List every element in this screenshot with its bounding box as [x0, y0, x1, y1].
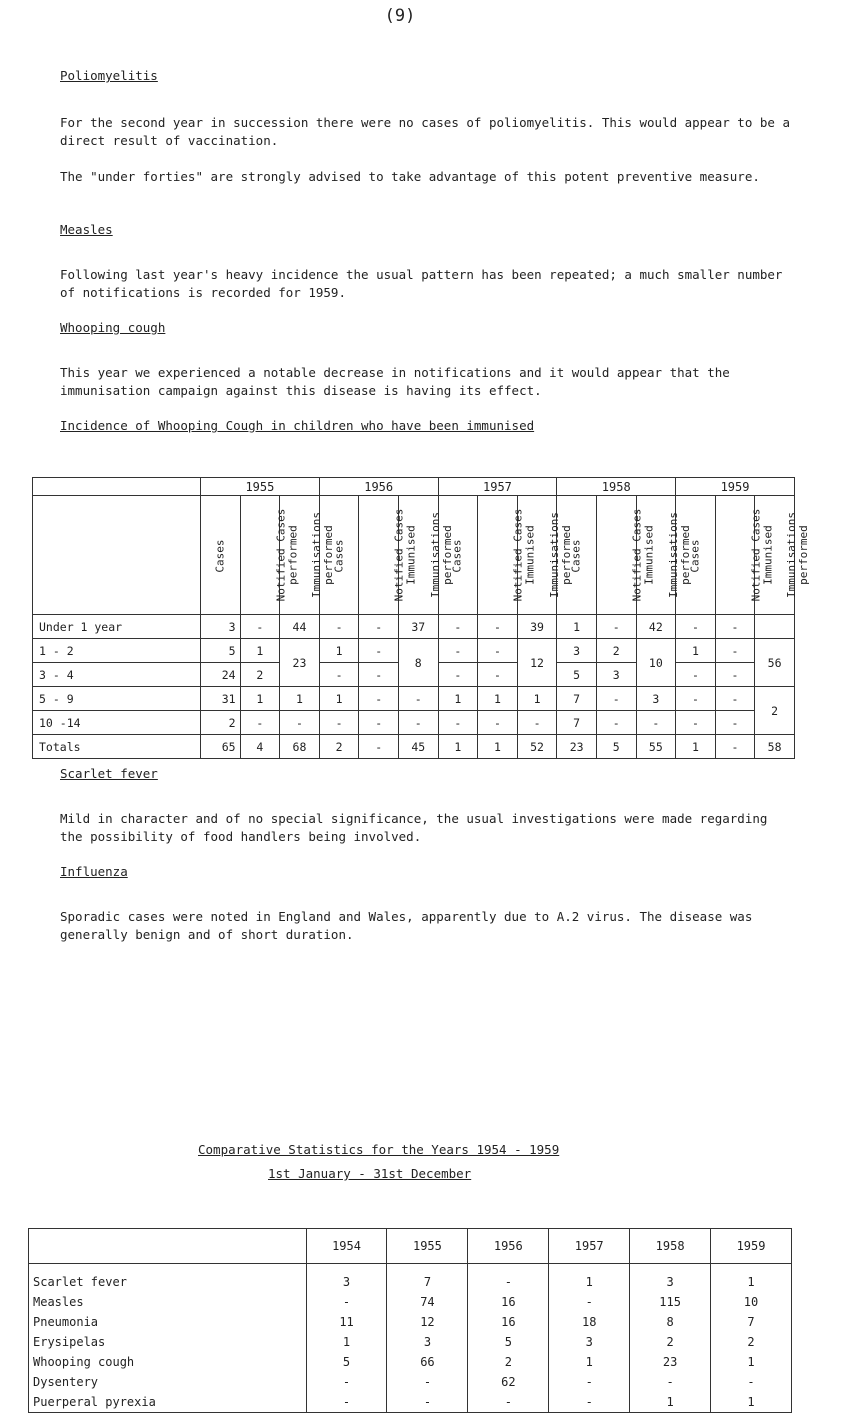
table-cell: 5	[306, 1352, 387, 1372]
year-header: 1959	[676, 478, 795, 496]
table-cell: -	[306, 1392, 387, 1413]
table-cell: 66	[387, 1352, 468, 1372]
table-cell: 62	[468, 1372, 549, 1392]
polio-paragraph-1: For the second year in succession there were no cases of poliomyelitis. This would appear to be a direct result of vaccination.	[60, 115, 790, 148]
table-cell: -	[359, 711, 399, 735]
table-cell: 11	[306, 1312, 387, 1332]
subheader-cases: Cases	[676, 496, 716, 615]
table-row	[33, 711, 795, 735]
corner-cell	[29, 1229, 307, 1264]
table-cell: -	[517, 711, 557, 735]
table-cell: -	[549, 1372, 630, 1392]
table-cell: -	[478, 639, 518, 663]
table-cell: -	[478, 615, 518, 639]
table-cell: 7	[387, 1264, 468, 1293]
table-cell: -	[359, 687, 399, 711]
measles-paragraph: Following last year's heavy incidence the usual pattern has been repeated; a much smaller number of notifications is recorded for 1959.	[60, 267, 783, 300]
year-header: 1955	[201, 478, 320, 496]
table-cell: -	[596, 687, 636, 711]
table-cell-merged: 12	[517, 639, 557, 687]
table-cell: 24	[201, 663, 241, 687]
table-cell: 2	[468, 1352, 549, 1372]
year-header: 1959	[711, 1229, 792, 1264]
table-cell: 31	[201, 687, 241, 711]
table-cell: 74	[387, 1292, 468, 1312]
table-cell: -	[549, 1292, 630, 1312]
row-label: Measles	[29, 1292, 307, 1312]
subheader-cases: Cases	[438, 496, 478, 615]
row-label: Dysentery	[29, 1372, 307, 1392]
table-cell: 65	[201, 735, 241, 759]
whooping-table-caption: Incidence of Whooping Cough in children who have been immunised	[60, 418, 535, 433]
table-cell: 42	[636, 615, 676, 639]
table-cell: 3	[557, 639, 597, 663]
whooping-paragraph: This year we experienced a notable decrease in notifications and it would appear that the immunisation campaign against this disease is having its effect.	[60, 365, 730, 398]
heading-poliomyelitis: Poliomyelitis	[60, 68, 158, 83]
table-cell: -	[676, 711, 716, 735]
subheader-row	[33, 496, 795, 615]
table-cell: 1	[676, 735, 716, 759]
table-cell: -	[359, 663, 399, 687]
table-cell: 1	[319, 687, 359, 711]
scarlet-paragraph: Mild in character and of no special significance, the usual investigations were made regarding the possibility of food handlers being involved.	[60, 811, 768, 844]
table-cell: -	[715, 663, 755, 687]
row-label: Puerperal pyrexia	[29, 1392, 307, 1413]
subheader-immunisations: Immunisations performed	[636, 496, 676, 615]
table-cell: -	[438, 615, 478, 639]
table-cell: -	[306, 1372, 387, 1392]
table-cell: -	[715, 615, 755, 639]
heading-whooping-cough: Whooping cough	[60, 320, 166, 335]
year-header: 1956	[319, 478, 438, 496]
table-cell: 4	[240, 735, 280, 759]
table-cell: 52	[517, 735, 557, 759]
table-cell: 1	[438, 687, 478, 711]
table-cell-merged: 56	[755, 639, 795, 687]
year-header-row	[33, 478, 795, 496]
table-cell: -	[240, 711, 280, 735]
table-cell: -	[478, 711, 518, 735]
row-label: 1 - 2	[33, 639, 201, 663]
table-cell: -	[715, 639, 755, 663]
table-cell: -	[319, 615, 359, 639]
table-cell: -	[438, 663, 478, 687]
table-cell: 16	[468, 1312, 549, 1332]
subheader-cases: Cases	[319, 496, 359, 615]
table-cell: -	[715, 687, 755, 711]
table-cell-merged: 23	[280, 639, 320, 687]
table-cell: 44	[280, 615, 320, 639]
table-cell: -	[676, 687, 716, 711]
table-cell: 7	[711, 1312, 792, 1332]
table-cell: -	[630, 1372, 711, 1392]
subheader-cases: Cases	[201, 496, 241, 615]
table-cell: 5	[201, 639, 241, 663]
table-cell: 16	[468, 1292, 549, 1312]
table-cell: 7	[557, 711, 597, 735]
table-cell: 68	[280, 735, 320, 759]
table-cell-merged: 10	[636, 639, 676, 687]
page-number: (9)	[384, 6, 416, 26]
table-cell: 1	[438, 735, 478, 759]
subheader-cases: Cases	[557, 496, 597, 615]
heading-measles: Measles	[60, 222, 113, 237]
table-cell: -	[359, 735, 399, 759]
table-cell: 58	[755, 735, 795, 759]
row-label: Totals	[33, 735, 201, 759]
table-cell: -	[711, 1372, 792, 1392]
table-cell: -	[359, 615, 399, 639]
year-header-row	[29, 1229, 792, 1264]
table-cell: 2	[201, 711, 241, 735]
table-cell: 10	[711, 1292, 792, 1312]
table-cell: -	[596, 615, 636, 639]
table-row	[29, 1312, 792, 1332]
row-label: Under 1 year	[33, 615, 201, 639]
table-row	[29, 1292, 792, 1312]
table-cell: 1	[711, 1264, 792, 1293]
table-cell: 1	[240, 639, 280, 663]
row-label: Whooping cough	[29, 1352, 307, 1372]
table-row	[33, 615, 795, 639]
table-cell: -	[398, 711, 438, 735]
table-cell: 2	[240, 663, 280, 687]
table-cell: 3	[636, 687, 676, 711]
year-header: 1954	[306, 1229, 387, 1264]
table-cell: 1	[557, 615, 597, 639]
subheader-notified: Notified Cases Immunised	[596, 496, 636, 615]
table-cell: 1	[517, 687, 557, 711]
table-cell: 2	[319, 735, 359, 759]
row-label: 3 - 4	[33, 663, 201, 687]
corner-cell	[33, 496, 201, 615]
table-cell: -	[596, 711, 636, 735]
heading-scarlet-fever: Scarlet fever	[60, 766, 158, 781]
table-cell: -	[676, 663, 716, 687]
subheader-immunisations: Immunisations performed	[755, 496, 795, 615]
table-cell: -	[676, 615, 716, 639]
table-cell: -	[468, 1392, 549, 1413]
table-cell: -	[387, 1372, 468, 1392]
table-cell: 1	[676, 639, 716, 663]
table-cell: 37	[398, 615, 438, 639]
table-cell: -	[478, 663, 518, 687]
table-cell: 12	[387, 1312, 468, 1332]
table-cell: 39	[517, 615, 557, 639]
year-header: 1955	[387, 1229, 468, 1264]
table-cell: 3	[306, 1264, 387, 1293]
year-header: 1958	[630, 1229, 711, 1264]
table-row	[29, 1392, 792, 1413]
table-cell: 2	[630, 1332, 711, 1352]
table-cell-merged: 2	[755, 687, 795, 735]
table-cell: 2	[596, 639, 636, 663]
table-cell: 5	[596, 735, 636, 759]
table-cell: -	[636, 711, 676, 735]
subheader-notified: Notified Cases Immunised	[359, 496, 399, 615]
comparative-statistics-table	[28, 1228, 792, 1413]
table-cell: 3	[387, 1332, 468, 1352]
table-cell: -	[387, 1392, 468, 1413]
table-cell: 1	[478, 687, 518, 711]
table-cell: -	[438, 639, 478, 663]
polio-paragraph-2: The "under forties" are strongly advised to take advantage of this potent preventive measure.	[60, 169, 760, 184]
table-cell: 3	[549, 1332, 630, 1352]
table-cell: 1	[711, 1352, 792, 1372]
table-cell: 3	[630, 1264, 711, 1293]
table-cell: 5	[468, 1332, 549, 1352]
table-row	[29, 1352, 792, 1372]
year-header: 1957	[438, 478, 557, 496]
subheader-notified: Notified Cases performed	[240, 496, 280, 615]
table-row	[33, 687, 795, 711]
row-label: Erysipelas	[29, 1332, 307, 1352]
table-cell: 3	[596, 663, 636, 687]
table-cell: -	[398, 687, 438, 711]
table-cell: -	[438, 711, 478, 735]
subheader-notified: Notified Cases Immunised	[715, 496, 755, 615]
table-cell: -	[715, 735, 755, 759]
row-label: 5 - 9	[33, 687, 201, 711]
table-row	[29, 1264, 792, 1293]
table-cell: 23	[630, 1352, 711, 1372]
subheader-notified: Notified Cases Immunised	[478, 496, 518, 615]
table-row	[29, 1372, 792, 1392]
table-cell: 18	[549, 1312, 630, 1332]
table-row	[29, 1332, 792, 1352]
table-cell: 8	[630, 1312, 711, 1332]
table-cell: -	[319, 663, 359, 687]
table-cell: -	[280, 711, 320, 735]
table-cell: -	[240, 615, 280, 639]
year-header: 1958	[557, 478, 676, 496]
table-cell: 1	[549, 1264, 630, 1293]
table-cell: 1	[630, 1392, 711, 1413]
corner-cell	[33, 478, 201, 496]
subheader-immunisations: Immunisations performed	[280, 496, 320, 615]
year-header: 1957	[549, 1229, 630, 1264]
table-cell: 1	[319, 639, 359, 663]
table-cell: 1	[711, 1392, 792, 1413]
table-cell: 1	[549, 1352, 630, 1372]
year-header: 1956	[468, 1229, 549, 1264]
row-label: Pneumonia	[29, 1312, 307, 1332]
table-cell: -	[549, 1392, 630, 1413]
table-cell: 1	[306, 1332, 387, 1352]
row-label: 10 -14	[33, 711, 201, 735]
table-cell: 23	[557, 735, 597, 759]
table-row	[33, 639, 795, 663]
table-cell: 2	[711, 1332, 792, 1352]
table-cell: 1	[280, 687, 320, 711]
table-cell: 1	[478, 735, 518, 759]
table-cell: -	[319, 711, 359, 735]
comparative-caption: Comparative Statistics for the Years 1954 - 1959	[198, 1142, 560, 1157]
table-cell: 115	[630, 1292, 711, 1312]
table-cell-blank	[755, 615, 795, 639]
heading-influenza: Influenza	[60, 864, 128, 879]
comparative-subcaption: 1st January - 31st December	[268, 1166, 472, 1181]
table-cell: 45	[398, 735, 438, 759]
table-cell: 55	[636, 735, 676, 759]
table-cell: -	[359, 639, 399, 663]
table-row-totals	[33, 735, 795, 759]
subheader-immunisations: Immunisations performed	[398, 496, 438, 615]
influenza-paragraph: Sporadic cases were noted in England and Wales, apparently due to A.2 virus. The disease was generally benign and of short duration.	[60, 909, 753, 942]
table-cell: -	[468, 1264, 549, 1293]
whooping-cough-table	[32, 477, 811, 759]
row-label: Scarlet fever	[29, 1264, 307, 1293]
table-cell: 1	[240, 687, 280, 711]
subheader-immunisations: Immunisations performed	[517, 496, 557, 615]
table-cell: 3	[201, 615, 241, 639]
table-cell: 7	[557, 687, 597, 711]
table-cell: 5	[557, 663, 597, 687]
table-cell-merged: 8	[398, 639, 438, 687]
table-cell: -	[306, 1292, 387, 1312]
table-cell: -	[715, 711, 755, 735]
